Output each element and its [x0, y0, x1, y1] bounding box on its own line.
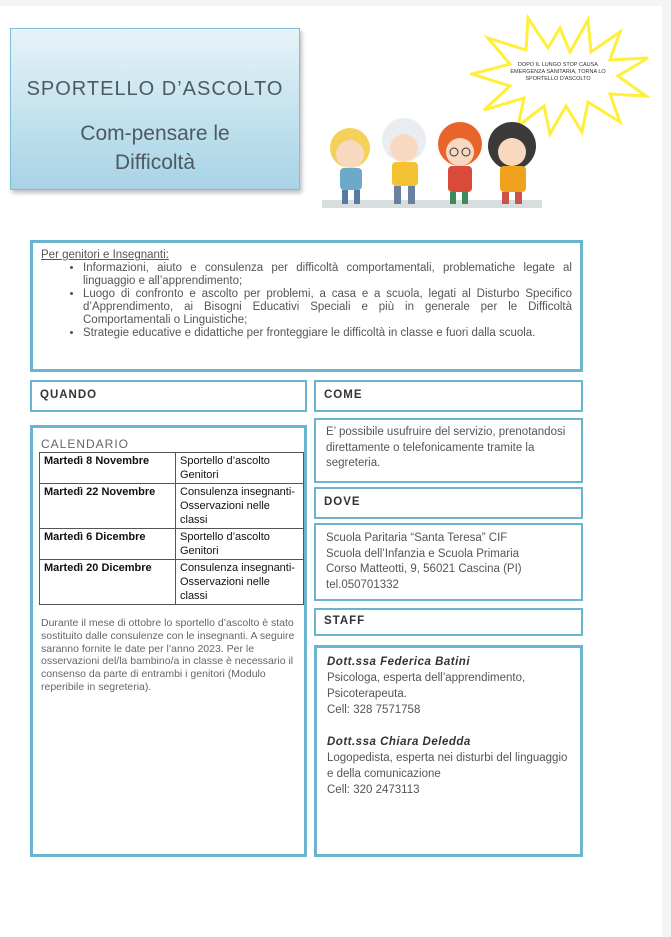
dove-line: Corso Matteotti, 9, 56021 Cascina (PI) — [326, 563, 522, 575]
table-row — [40, 453, 304, 484]
staff-role: Psicologa, esperta dell’apprendimento, Psicoterapeuta. — [327, 672, 526, 700]
table-row — [40, 484, 304, 529]
dove-heading: DOVE — [324, 496, 361, 508]
calendar-date: Martedì 8 Novembre — [40, 453, 176, 484]
calendar-activity: Sportello d’ascolto Genitori — [176, 453, 304, 484]
intro-title: Per genitori e Insegnanti: — [41, 249, 169, 261]
dove-body — [314, 523, 583, 601]
title-box — [10, 28, 300, 190]
intro-list — [83, 262, 572, 340]
staff-body — [314, 645, 583, 857]
come-header-box — [314, 380, 583, 412]
come-body: E’ possibile usufruire del servizio, prenotandosi direttamente o telefonicamente tramite la segreteria. — [314, 418, 583, 483]
quando-header-box — [30, 380, 307, 412]
children-illustration — [312, 110, 557, 218]
calendar-activity: Consulenza insegnanti- Osservazioni nelle classi — [176, 560, 304, 605]
staff-member — [327, 654, 570, 718]
calendar-date: Martedì 6 Dicembre — [40, 529, 176, 560]
come-heading: COME — [324, 389, 363, 401]
table-row — [40, 529, 304, 560]
dove-line: Scuola dell’Infanzia e Scuola Primaria — [326, 547, 520, 560]
staff-heading: STAFF — [324, 615, 366, 627]
intro-item: • Informazioni, aiuto e consulenza per difficoltà comportamentali, problematiche legate al linguaggio e all’apprendimento; — [83, 262, 572, 288]
staff-header-box — [314, 608, 583, 636]
page-subtitle — [11, 119, 299, 177]
intro-box — [30, 240, 583, 372]
dove-phone: tel.050701332 — [326, 578, 399, 591]
intro-item: • Strategie educative e didattiche per fronteggiare le difficoltà in classe e fuori dalla scuola. — [83, 327, 572, 340]
calendar-table — [39, 452, 304, 605]
intro-item: • Luogo di confronto e ascolto per problemi, a casa e a scuola, legati al Disturbo Specifico d’Apprendimento, ai Bisogni Educativi Speciali e più in generale per le Difficoltà Comportamentali o Linguistiche; — [83, 288, 572, 327]
staff-phone: Cell: 328 7571758 — [327, 704, 421, 716]
dove-line: Scuola Paritaria “Santa Teresa” CIF — [326, 532, 508, 544]
dove-header-box — [314, 487, 583, 519]
calendar-activity: Sportello d’ascolto Genitori — [176, 529, 304, 560]
calendar-date: Martedì 22 Novembre — [40, 484, 176, 529]
subtitle-line-1: Com-pensare le — [80, 122, 230, 145]
starburst-text: DOPO IL LUNGO STOP CAUSA EMERGENZA SANITARIA, TORNA LO SPORTELLO D'ASCOLTO — [510, 62, 606, 82]
quando-heading: QUANDO — [40, 389, 98, 401]
subtitle-line-2: Difficoltà — [114, 151, 196, 174]
staff-phone: Cell: 320 2473113 — [327, 784, 420, 796]
staff-name: Dott.ssa Chiara Deledda — [327, 736, 471, 748]
staff-name: Dott.ssa Federica Batini — [327, 656, 471, 668]
table-row — [40, 560, 304, 605]
calendar-activity: Consulenza insegnanti- Osservazioni nelle classi — [176, 484, 304, 529]
calendar-note: Durante il mese di ottobre lo sportello d’ascolto è stato sostituito dalle consulenze con le insegnanti. A seguire saranno fornite le date per l’anno 2023. Per le osservazioni del/la bambino/a in classe è necessario il consenso da parte di entrambi i genitori (Modulo reperibile in segreteria). — [41, 617, 295, 693]
calendar-box — [30, 425, 307, 857]
staff-member — [327, 734, 570, 798]
calendar-title: CALENDARIO — [41, 437, 130, 451]
page-title: SPORTELLO D’ASCOLTO — [26, 78, 284, 100]
calendar-date: Martedì 20 Dicembre — [40, 560, 176, 605]
staff-role: Logopedista, esperta nei disturbi del linguaggio e della comunicazione — [327, 752, 568, 780]
